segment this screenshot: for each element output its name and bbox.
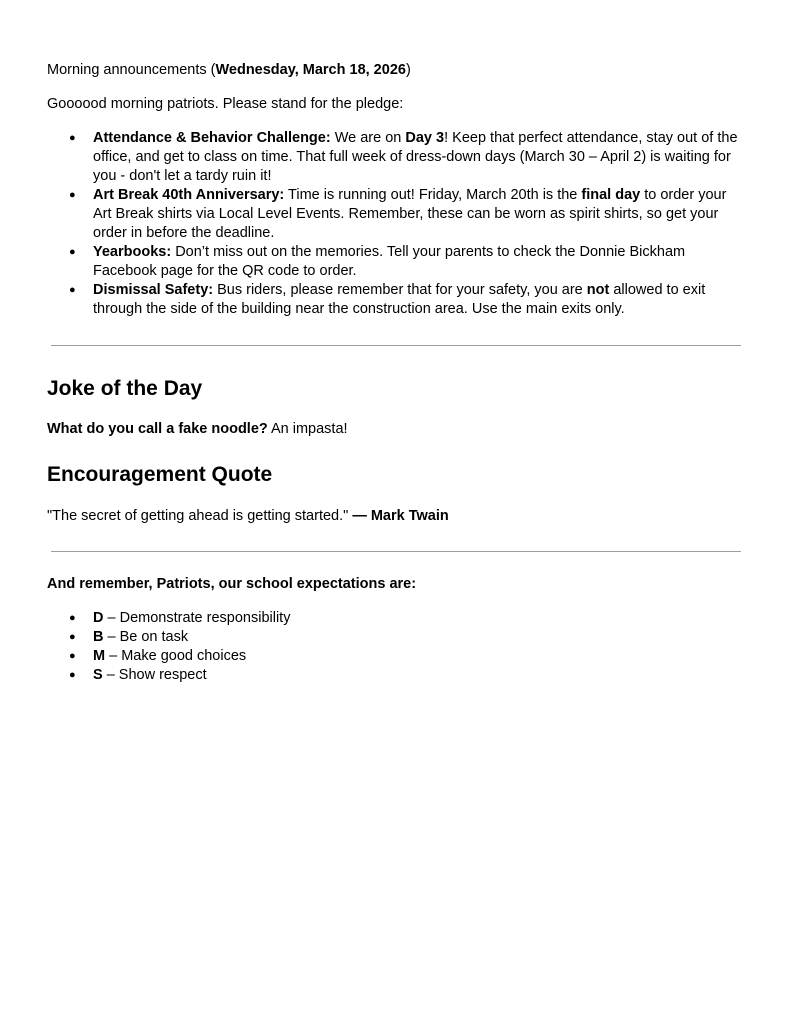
expectation-item: ● S – Show respect xyxy=(47,666,447,685)
joke-line: What do you call a fake noodle? An impasta! xyxy=(47,421,348,437)
announcement-date: Wednesday, March 18, 2026 xyxy=(215,62,406,78)
announcement-item-attendance: ● Attendance & Behavior Challenge: We are on Day 3! Keep that perfect attendance, stay out of the office, and get to class on time. That full week of dress-down days (March 30 – April 2) is waiting for you - don't let a tardy ruin it! xyxy=(47,129,747,186)
expectation-item: ● B – Be on task xyxy=(47,628,447,647)
greeting-line: Goooood morning patriots. Please stand for the pledge: xyxy=(47,96,404,112)
expectations-heading: And remember, Patriots, our school expectations are: xyxy=(47,576,417,592)
expectation-item: ● D – Demonstrate responsibility xyxy=(47,609,447,628)
joke-heading: Joke of the Day xyxy=(47,377,203,400)
quote-line: "The secret of getting ahead is getting started." — Mark Twain xyxy=(47,508,449,524)
announcement-item-yearbooks: ● Yearbooks: Don’t miss out on the memories. Tell your parents to check the Donnie Bickham Facebook page for the QR code to order. xyxy=(47,243,747,281)
intro-line: Morning announcements (Wednesday, March 18, 2026) xyxy=(47,62,411,78)
expectation-item: ● M – Make good choices xyxy=(47,647,447,666)
expectations-list xyxy=(47,609,447,685)
announcement-item-dismissal: ● Dismissal Safety: Bus riders, please remember that for your safety, you are not allowed to exit through the side of the building near the construction area. Use the main exits only. xyxy=(47,281,747,319)
divider xyxy=(51,551,741,552)
divider xyxy=(51,345,741,346)
quote-heading: Encouragement Quote xyxy=(47,463,273,486)
announcement-item-art-break: ● Art Break 40th Anniversary: Time is running out! Friday, March 20th is the final day to order your Art Break shirts via Local Level Events. Remember, these can be worn as spirit shirts, so get your order in before the deadline. xyxy=(47,186,747,243)
announcements-list xyxy=(47,129,747,319)
quote-author: — Mark Twain xyxy=(352,508,449,524)
